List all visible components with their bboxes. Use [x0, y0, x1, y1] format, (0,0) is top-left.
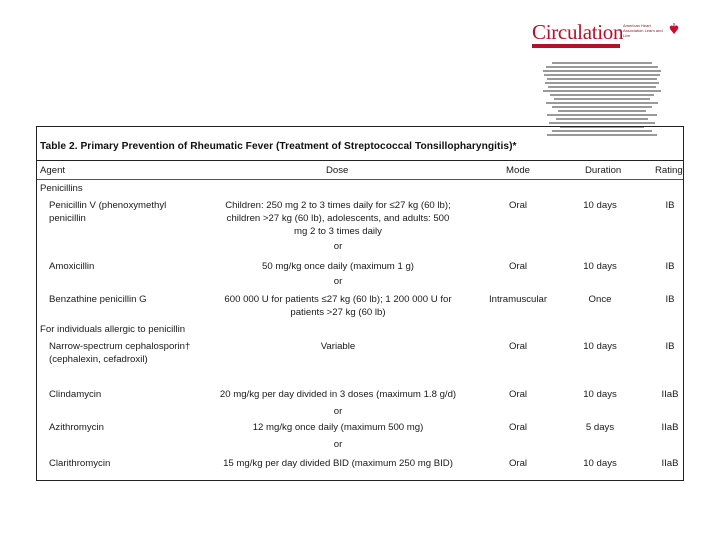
header-bottom-rule — [37, 179, 683, 180]
column-header-mode: Mode — [506, 165, 530, 176]
table-row-agent: Clindamycin — [49, 389, 102, 400]
table-row-rating: IB — [665, 261, 675, 272]
or-separator: or — [333, 276, 343, 287]
or-separator: or — [333, 439, 343, 450]
logo-bar — [532, 44, 620, 48]
table-row-mode: Oral — [508, 458, 528, 469]
table-row-duration: 10 days — [583, 458, 617, 469]
table-row-duration: 5 days — [585, 422, 615, 433]
table-row-duration: 10 days — [583, 261, 617, 272]
table-row-mode: Oral — [508, 389, 528, 400]
table-row-dose: 600 000 U for patients ≤27 kg (60 lb); 1 200 000 U for — [224, 294, 452, 305]
heart-torch-icon — [669, 23, 679, 35]
society-name: American Heart Association Learn and Live — [623, 23, 663, 38]
table-row-rating: IB — [665, 200, 675, 211]
journal-name: Circulation — [532, 20, 624, 44]
table-row-dose: mg 2 to 3 times daily — [294, 226, 382, 237]
table-row-dose: patients >27 kg (60 lb) — [290, 307, 386, 318]
table-row-agent: Penicillin V (phenoxymethyl — [49, 200, 167, 211]
table-title: Table 2. Primary Prevention of Rheumatic Fever (Treatment of Streptococcal Tonsillopharyngitis)* — [40, 141, 517, 152]
journal-logo — [532, 20, 682, 50]
table-row-rating: IIaB — [661, 389, 679, 400]
table-row-duration: Once — [588, 294, 612, 305]
table-row-mode: Oral — [508, 422, 528, 433]
table-row-agent: Narrow-spectrum cephalosporin† — [49, 341, 191, 352]
column-header-rating: Rating — [655, 165, 683, 176]
column-header-duration: Duration — [585, 165, 622, 176]
column-header-dose: Dose — [326, 165, 349, 176]
table-row-dose: children >27 kg (60 lb), adolescents, and adults: 500 — [226, 213, 450, 224]
table-row-agent: Azithromycin — [49, 422, 104, 433]
table-row-mode: Oral — [508, 341, 528, 352]
table-row-rating: IB — [665, 341, 675, 352]
table-row-dose: Variable — [320, 341, 356, 352]
table-row-dose: Children: 250 mg 2 to 3 times daily for ≤27 kg (60 lb); — [225, 200, 451, 211]
table-row-duration: 10 days — [583, 389, 617, 400]
table-row-dose: 50 mg/kg once daily (maximum 1 g) — [262, 261, 414, 272]
or-separator: or — [333, 406, 343, 417]
table-row-rating: IIaB — [661, 458, 679, 469]
table-row-mode: Oral — [508, 200, 528, 211]
table-row-duration: 10 days — [583, 200, 617, 211]
group-label-penicillins: Penicillins — [40, 183, 83, 194]
table-row-agent: Clarithromycin — [49, 458, 111, 469]
table-row-dose: 20 mg/kg per day divided in 3 doses (maximum 1.8 g/d) — [219, 389, 457, 400]
table-row-dose: 15 mg/kg per day divided BID (maximum 250 mg BID) — [223, 458, 453, 469]
table-row-agent: (cephalexin, cefadroxil) — [49, 354, 148, 365]
column-header-agent: Agent — [40, 165, 66, 176]
table-row-mode: Oral — [508, 261, 528, 272]
table-row-agent: penicillin — [49, 213, 86, 224]
table-row-mode: Intramuscular — [488, 294, 548, 305]
table-row-duration: 10 days — [583, 341, 617, 352]
group-label-penicillin-allergic: For individuals allergic to penicillin — [40, 324, 186, 335]
header-top-rule — [37, 160, 683, 161]
table-row-dose: 12 mg/kg once daily (maximum 500 mg) — [252, 422, 424, 433]
table-row-agent: Benzathine penicillin G — [49, 294, 147, 305]
or-separator: or — [333, 241, 343, 252]
table-row-rating: IB — [665, 294, 675, 305]
table-row-rating: IIaB — [661, 422, 679, 433]
table-row-agent: Amoxicillin — [49, 261, 95, 272]
